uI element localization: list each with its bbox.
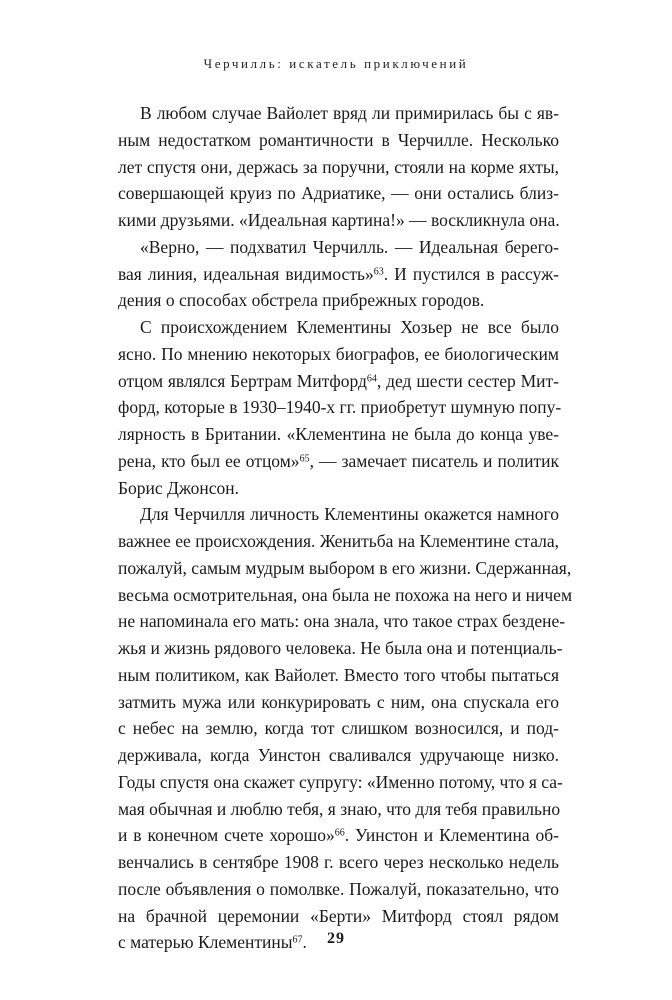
line-text: ным недостатком романтичности в Черчилле. Несколько <box>118 129 559 150</box>
line-text: на брачной церемонии «Берти» Митфорд стоял рядом <box>118 905 559 926</box>
line-text: важнее ее происхождения. Женитьба на Клементине стала, <box>118 531 559 551</box>
line-text: дения о способах обстрела прибрежных городов. <box>118 290 485 311</box>
line-text: затмить мужа или конкурировать с ним, она спускала его <box>118 691 559 712</box>
line-text: отцом являлся Бертрам Митфорд <box>118 370 367 391</box>
line-text: ясно. По мнению некоторых биографов, ее биологическим <box>118 343 559 364</box>
text-line <box>118 582 573 609</box>
text-line <box>118 849 559 876</box>
line-text: и в конечном счете хорошо» <box>118 825 335 846</box>
text-line <box>118 100 559 127</box>
line-text: мая обычная и люблю тебя, я знаю, что для тебя правильно <box>118 798 561 819</box>
text-line <box>118 555 572 582</box>
line-text: лярность в Британии. «Клементина не была до конца уве- <box>118 424 559 444</box>
body-text <box>118 100 573 956</box>
line-text: Годы спустя она скажет супругу: «Именно потому, что я са- <box>118 771 563 792</box>
text-line <box>118 608 566 635</box>
line-text: ным политиком, как Вайолет. Вместо того чтобы пытаться <box>118 664 559 685</box>
line-text-after: . Уинстон и Клементина об- <box>344 825 559 846</box>
line-text: с матерью Клементины <box>118 932 293 953</box>
page-number: 29 <box>327 930 345 947</box>
paragraph <box>118 234 559 314</box>
text-line <box>118 501 559 528</box>
text-line <box>118 127 559 154</box>
text-line <box>118 715 559 742</box>
text-line <box>118 261 559 288</box>
text-line <box>118 903 559 930</box>
line-text: вая линия, идеальная видимость» <box>118 263 374 284</box>
text-line <box>118 742 559 769</box>
text-line <box>118 234 559 261</box>
text-line <box>118 635 563 662</box>
line-text: пожалуй, самым мудрым выбором в его жизни. Сдержанная, <box>118 557 572 578</box>
text-line <box>118 154 559 181</box>
footnote-ref: 64 <box>366 373 377 384</box>
text-line <box>118 180 559 207</box>
line-text-after: , дед шести сестер Мит- <box>376 370 560 391</box>
text-line <box>118 822 559 849</box>
text-line <box>118 876 559 903</box>
line-text: В любом случае Вайолет вряд ли примирилась бы с яв- <box>140 103 559 123</box>
running-head: Черчилль: искатель приключений <box>203 56 469 71</box>
text-line <box>118 448 559 475</box>
text-line <box>118 689 559 716</box>
line-text: Для Черчилля личность Клементины окажется намного <box>140 504 559 525</box>
text-line <box>118 475 559 502</box>
line-text: С происхождением Клементины Хозьер не все было <box>140 317 559 337</box>
text-line <box>118 341 559 368</box>
footnote-ref: 66 <box>334 827 345 839</box>
line-text: держивала, когда Уинстон сваливался удручающе низко. <box>118 745 559 765</box>
text-line <box>118 528 559 555</box>
line-text-after: . И пустился в рассуж- <box>383 263 559 284</box>
text-line <box>118 796 559 823</box>
footnote-ref: 65 <box>299 453 310 465</box>
line-text: кими друзьями. «Идеальная картина!» — воскликнула она. <box>118 210 560 230</box>
text-line <box>118 287 559 314</box>
text-line <box>118 394 562 421</box>
paragraph <box>118 100 559 234</box>
text-line <box>118 421 559 448</box>
text-line <box>118 207 559 234</box>
text-line <box>118 662 559 689</box>
line-text: после объявления о помолвке. Пожалуй, показательно, что <box>118 878 559 899</box>
line-text: жья и жизнь рядового человека. Не была она и потенциаль- <box>118 638 563 658</box>
footnote-ref: 63 <box>373 266 384 277</box>
line-text: венчались в сентябре 1908 г. всего через несколько недель <box>118 852 559 872</box>
line-text: Борис Джонсон. <box>118 477 240 498</box>
line-text: лет спустя они, держась за поручни, стояли на корме яхты, <box>118 156 559 177</box>
text-line <box>118 314 559 341</box>
text-line <box>118 769 563 796</box>
line-text: не напоминала его мать: она знала, что такое страх бездене- <box>118 611 566 632</box>
paragraph <box>118 501 573 956</box>
text-line <box>118 368 559 395</box>
footnote-ref: 67 <box>292 934 303 946</box>
line-text: форд, которые в 1930–1940-х гг. приобретут шумную попу- <box>118 397 562 418</box>
line-text-after: , — замечает писатель и политик <box>309 450 560 471</box>
line-text: «Верно, — подхватил Черчилль. — Идеальная берего- <box>140 236 559 257</box>
line-text: с небес на землю, когда тот слишком возносился, и под- <box>118 718 559 739</box>
paragraph <box>118 314 562 501</box>
line-text: рена, кто был ее отцом» <box>118 450 300 471</box>
line-text: совершающей круиз по Адриатике, — они остались близ- <box>118 183 559 204</box>
line-text-after: . <box>302 932 307 953</box>
line-text: весьма осмотрительная, она была не похожа на него и ничем <box>118 584 573 605</box>
